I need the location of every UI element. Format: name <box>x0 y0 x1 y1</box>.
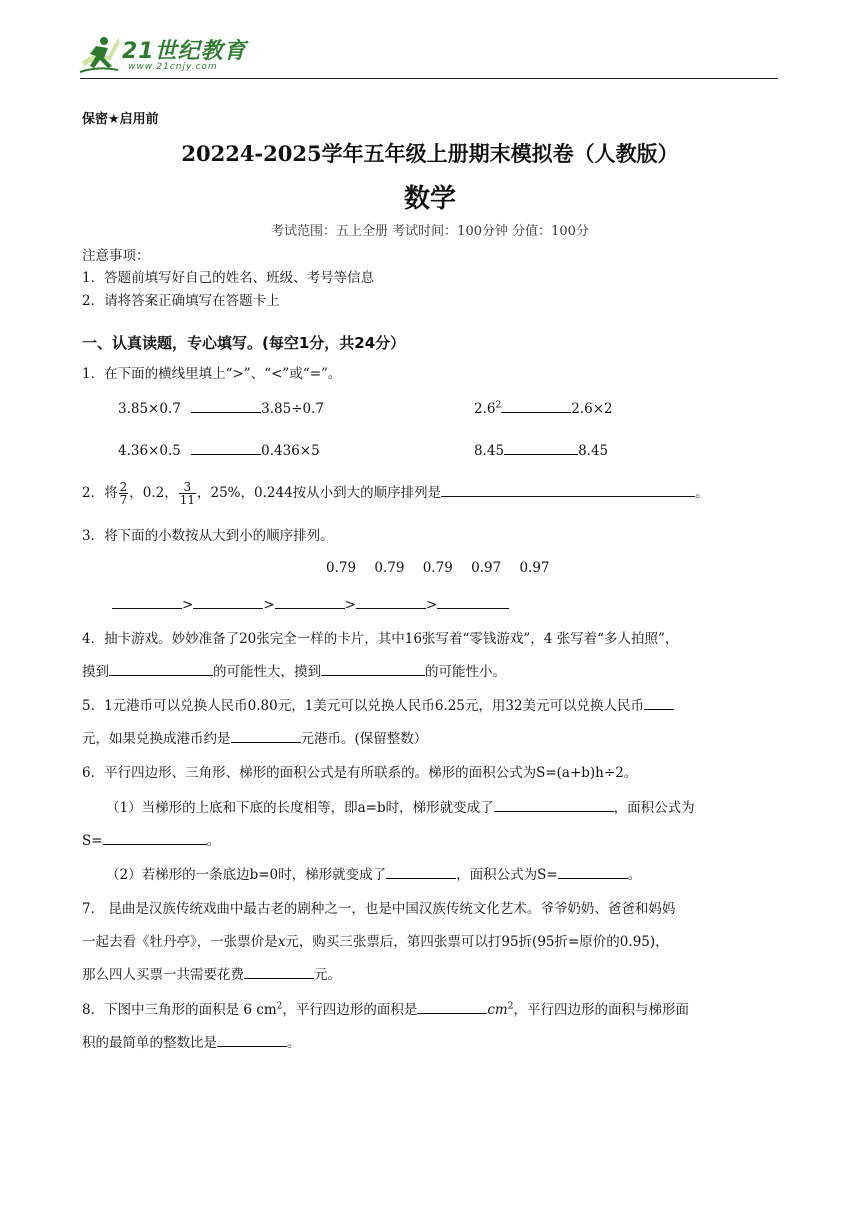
q5-blank-2[interactable] <box>231 728 301 743</box>
q2-fraction-2: $\frac{3}{11}$ <box>179 480 195 507</box>
q2-blank[interactable] <box>441 482 695 497</box>
q3-blank-3[interactable] <box>275 594 345 609</box>
q8-blank-2[interactable] <box>217 1032 287 1047</box>
q8-blank-1[interactable] <box>417 999 487 1014</box>
q3-answer-row <box>112 594 509 613</box>
q5-line-1 <box>82 694 674 714</box>
q1-item-d <box>474 440 608 459</box>
q3-gt-3: > <box>344 597 356 613</box>
q5-text-1: 5．1元港币可以兑换人民币0.80元，1美元可以兑换人民币6.25元，用32美元可以兑换人民币 <box>82 698 645 714</box>
q3-blank-2[interactable] <box>193 594 263 609</box>
q5-text-2: 元，如果兑换成港币约是 <box>82 731 231 747</box>
q8-text-c: ，平行四边形的面积与梯形面 <box>513 1002 689 1018</box>
q6-p1-s: S= <box>82 833 103 849</box>
q3-stem: 3．将下面的小数按从大到小的顺序排列。 <box>82 528 334 544</box>
q2-mid-2: ，25%，0.244按从小到大的顺序排列是 <box>197 485 442 501</box>
q8-text-e: 。 <box>287 1035 301 1051</box>
q6-p1-end: 。 <box>206 833 221 849</box>
q7-line-3 <box>82 963 341 983</box>
q3-gt-2: > <box>263 597 275 613</box>
q1b-exp: 2 <box>495 400 502 411</box>
note-item-1: 1．答题前填写好自己的姓名、班级、考号等信息 <box>82 270 375 286</box>
q3-blank-4[interactable] <box>356 594 426 609</box>
q7-text-c: 那么四人买票一共需要花费 <box>82 967 244 983</box>
q1a-blank[interactable] <box>191 398 261 413</box>
q2-end: 。 <box>695 485 709 501</box>
q6-p2-text-b: ，面积公式为S= <box>456 867 558 883</box>
q8-unit-sup: 2 <box>507 1001 514 1012</box>
q7-text-d: 元。 <box>314 967 341 983</box>
q6-blank-2[interactable] <box>103 830 207 845</box>
q3-numbers <box>326 560 550 576</box>
q1-item-b <box>474 398 613 417</box>
q1-item-a <box>118 398 324 417</box>
q3-number-3: 0.79 <box>422 560 453 576</box>
q4-blank-1[interactable] <box>109 661 213 676</box>
q7-var-x: x <box>277 934 286 950</box>
q6-stem: 6．平行四边形、三角形、梯形的面积公式是有所联系的。梯形的面积公式为S=(a+b)h÷2。 <box>82 765 638 781</box>
q6-part-1-cont <box>82 829 220 849</box>
q3-number-1: 0.79 <box>326 560 357 576</box>
subject-title: 数学 <box>403 184 456 214</box>
header-divider <box>80 78 778 79</box>
q6-part-1 <box>106 796 695 816</box>
q7-blank[interactable] <box>244 964 314 979</box>
note-item-2: 2．请将答案正确填写在答题卡上 <box>82 293 280 309</box>
q8-text-d: 积的最简单的整数比是 <box>82 1035 217 1051</box>
q1d-blank[interactable] <box>504 440 578 455</box>
q8-line-2 <box>82 1031 301 1051</box>
logo <box>78 32 248 78</box>
notes-heading: 注意事项： <box>82 248 150 264</box>
q8-unit: cm <box>487 1002 508 1018</box>
q5-text-3: 元港币。(保留整数） <box>300 731 428 747</box>
runner-logo-icon <box>78 32 122 76</box>
exam-title: 20224-2025学年五年级上册期末模拟卷（人教版） <box>181 141 679 166</box>
q1d-left: 8.45 <box>474 443 505 459</box>
q1-stem: 1．在下面的横线里填上“>”、“<”或“=”。 <box>82 366 342 382</box>
logo-url: www.21cnjy.com <box>128 62 218 72</box>
q6-p2-end: 。 <box>627 867 642 883</box>
q6-part-2 <box>106 863 641 883</box>
q1c-blank[interactable] <box>191 440 261 455</box>
q7-line-1: 7． 昆曲是汉族传统戏曲中最古老的剧种之一，也是中国汉族传统文化艺术。爷爷奶奶、爸爸和妈妈 <box>82 901 676 917</box>
exam-info: 考试范围：五上全册 考试时间：100分钟 分值：100分 <box>271 224 589 239</box>
section-1-heading: 一、认真读题，专心填写。(每空1分，共24分） <box>82 334 406 352</box>
q1b-right: 2.6×2 <box>571 401 613 417</box>
q2-mid-1: ，0.2， <box>129 485 178 501</box>
q3-number-5: 0.97 <box>519 560 550 576</box>
q5-blank-1[interactable] <box>644 695 674 710</box>
q3-number-2: 0.79 <box>374 560 405 576</box>
q4-text-b: 的可能性大，摸到 <box>213 664 321 680</box>
q2-prefix: 2．将 <box>82 485 118 501</box>
q3-blank-5[interactable] <box>437 594 509 609</box>
q6-blank-1[interactable] <box>494 797 614 812</box>
q6-p1-text: （1）当梯形的上底和下底的长度相等，即a=b时，梯形就变成了 <box>106 800 494 816</box>
q6-p1-text-b: ，面积公式为 <box>613 800 695 816</box>
q6-p2-text: （2）若梯形的一条底边b=0时，梯形就变成了 <box>106 867 387 883</box>
q4-line-1: 4．抽卡游戏。妙妙准备了20张完全一样的卡片，其中16张写着“零钱游戏”，4 张写着“多人拍照”， <box>82 631 679 647</box>
q8-text-a: 8．下图中三角形的面积是 6 cm <box>82 1002 277 1018</box>
q7-line-2 <box>82 930 669 950</box>
q8-sup: 2 <box>276 1001 283 1012</box>
q8-text-b: ，平行四边形的面积是 <box>282 1002 418 1018</box>
q6-blank-3[interactable] <box>386 864 456 879</box>
q8-line-1 <box>82 998 689 1018</box>
q1b-blank[interactable] <box>501 398 571 413</box>
q2-line <box>82 481 709 506</box>
q1-item-c <box>118 440 320 459</box>
q1c-left: 4.36×0.5 <box>118 443 181 459</box>
q1a-right: 3.85÷0.7 <box>261 401 324 417</box>
secret-label: 保密★启用前 <box>82 112 159 127</box>
q4-blank-2[interactable] <box>321 661 425 676</box>
q4-line-2 <box>82 660 506 680</box>
q3-blank-1[interactable] <box>112 594 182 609</box>
q3-number-4: 0.97 <box>471 560 502 576</box>
q1b-left: 2.6 <box>474 401 496 417</box>
q2-fraction-1: $\frac{2}{7}$ <box>119 480 128 507</box>
q3-gt-4: > <box>425 597 438 613</box>
logo-text: 21世纪教育 <box>122 39 247 64</box>
q4-text-c: 的可能性小。 <box>425 664 506 680</box>
q7-text-b: 元，购买三张票后，第四张票可以打95折(95折=原价的0.95)， <box>285 934 669 950</box>
q1c-right: 0.436×5 <box>261 443 320 459</box>
q1d-right: 8.45 <box>578 443 609 459</box>
q7-text-a: 一起去看《牡丹亭》，一张票价是 <box>82 934 278 950</box>
q1a-left: 3.85×0.7 <box>118 401 181 417</box>
q6-blank-4[interactable] <box>558 864 628 879</box>
q4-text-a: 摸到 <box>82 664 109 680</box>
q3-gt-1: > <box>182 597 194 613</box>
q5-line-2 <box>82 727 427 747</box>
